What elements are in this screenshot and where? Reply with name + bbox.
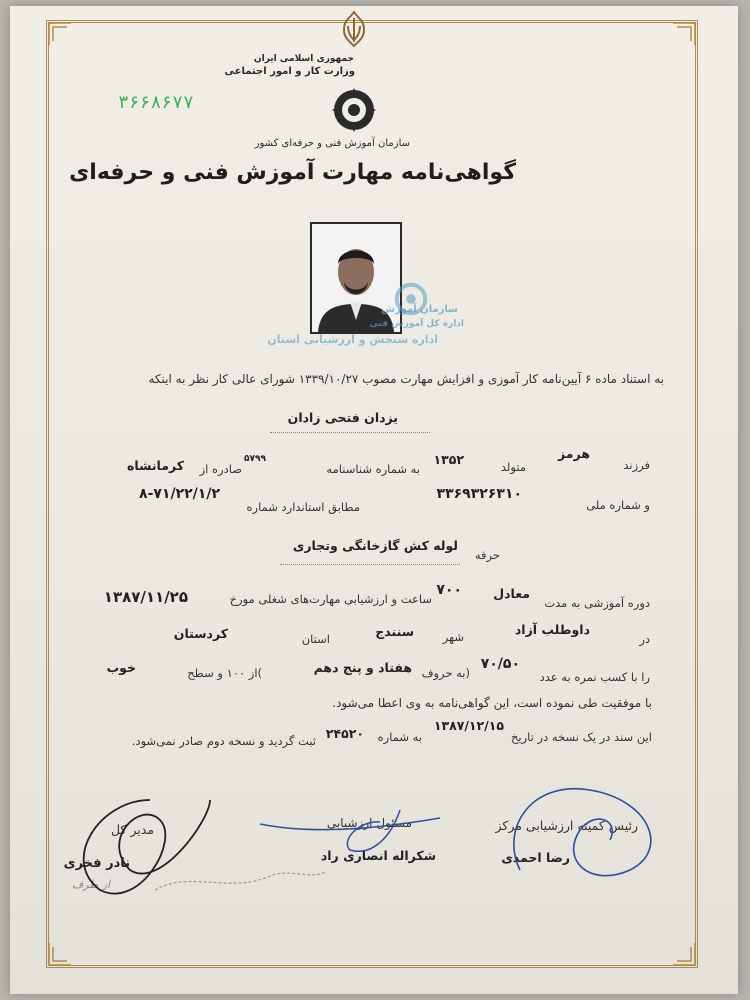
trade-underline (280, 552, 460, 565)
score-number: ۷۰/۵۰ (480, 656, 520, 672)
national-id: ۳۳۶۹۳۲۶۳۱۰ (436, 486, 522, 502)
intro-text: به استناد ماده ۶ آیین‌نامه کار آموزی و افزایش مهارت مصوب ۱۳۳۹/۱۰/۲۷ شورای عالی کار نظر به اینکه (148, 372, 664, 386)
score-letters: هفتاد و پنج دهم (313, 660, 412, 675)
on-behalf-note: از طرف (71, 878, 110, 891)
issued-from: کرمانشاه (127, 458, 184, 473)
stamp-line-2: اداره کل آموزش فنی (369, 319, 464, 329)
label-id-number: به شماره شناسنامه (326, 462, 420, 476)
ministry-name: وزارت کار و امور اجتماعی (224, 66, 355, 77)
director-title: مدیر کل (110, 822, 154, 837)
assessor-label-part: مسئول ارزشیابی (326, 816, 412, 830)
registration-number: ۲۴۵۲۰ (325, 726, 364, 741)
label-out-of: )از ۱۰۰ و سطح (187, 666, 262, 680)
trade-name: لوله کش گازخانگی وتجاری (292, 538, 458, 553)
label-issued-from: صادره از (199, 462, 242, 476)
label-standard-number: مطابق استاندارد شماره (246, 500, 360, 514)
province-name: کردستان (173, 626, 228, 641)
label-child-of: فرزند (623, 458, 650, 472)
id-number: ۵۷۹۹ (244, 454, 266, 464)
label-trade: حرفه (474, 548, 500, 562)
country-name: جمهوری اسلامی ایران (253, 54, 354, 64)
assessment-date: ۱۳۸۷/۱۱/۲۵ (103, 588, 188, 606)
corner-ornament-icon (47, 941, 73, 967)
corner-ornament-icon (671, 21, 697, 47)
assessor-name: شکراله انصاری راد (320, 848, 436, 863)
label-assessment-date: ساعت و ارزشیابی مهارت‌های شغلی مورخ (229, 592, 432, 606)
serial-number: ۳۶۶۸۶۷۷ (118, 92, 194, 113)
committee-head-title: رئیس کمیته ارزشیابی مرکز (495, 818, 638, 833)
label-registration-number: به شماره (377, 730, 422, 744)
label-born: متولد (500, 460, 526, 474)
label-course: دوره آموزشی به مدت (544, 596, 650, 610)
label-equal: معادل (493, 586, 530, 601)
course-hours: ۷۰۰ (436, 582, 462, 598)
director-name: نادر فخری (63, 856, 130, 871)
label-national-id: و شماره ملی (586, 498, 650, 512)
assessor-signature-icon (250, 800, 450, 860)
standard-number: ۸-۷۱/۲۲/۱/۲ (139, 486, 220, 502)
organization-logo-icon (330, 86, 378, 134)
grade-level: خوب (106, 660, 136, 675)
training-center: داوطلب آزاد (514, 622, 590, 637)
completion-text: با موفقیت طی نموده است، این گواهی‌نامه به وی اعطا می‌شود. (332, 696, 652, 710)
birth-year: ۱۳۵۲ (433, 452, 464, 467)
city-name: سنندج (375, 624, 414, 639)
label-score: را با کسب نمره به عدد (539, 670, 650, 684)
corner-ornament-icon (671, 941, 697, 967)
certificate-title: گواهی‌نامه مهارت آموزش فنی و حرفه‌ای (69, 160, 516, 185)
label-registration-date: این سند در یک نسخه در تاریخ (511, 730, 652, 744)
faded-stamp-icon (150, 860, 330, 900)
label-city: شهر (442, 630, 464, 644)
label-in: در (639, 632, 650, 646)
holder-name: یزدان فتحی زادان (287, 410, 398, 425)
committee-head-name: رضا احمدی (501, 850, 570, 865)
committee-signature-icon (500, 770, 680, 890)
organization-name: سازمان آموزش فنی و حرفه‌ای کشور (254, 138, 410, 149)
stamp-line-1: سازمان آموزش (381, 304, 458, 315)
iran-emblem-icon (330, 8, 378, 52)
registration-date: ۱۳۸۷/۱۲/۱۵ (433, 718, 504, 733)
label-score-letters: (به حروف (421, 666, 470, 680)
father-name: هرمز (558, 446, 590, 461)
registration-end-text: ثبت گردید و نسخه دوم صادر نمی‌شود. (131, 734, 316, 748)
label-province: استان (301, 632, 330, 646)
corner-ornament-icon (47, 21, 73, 47)
stamp-line-3: اداره سنجش و ارزشیابی استان (267, 333, 438, 346)
